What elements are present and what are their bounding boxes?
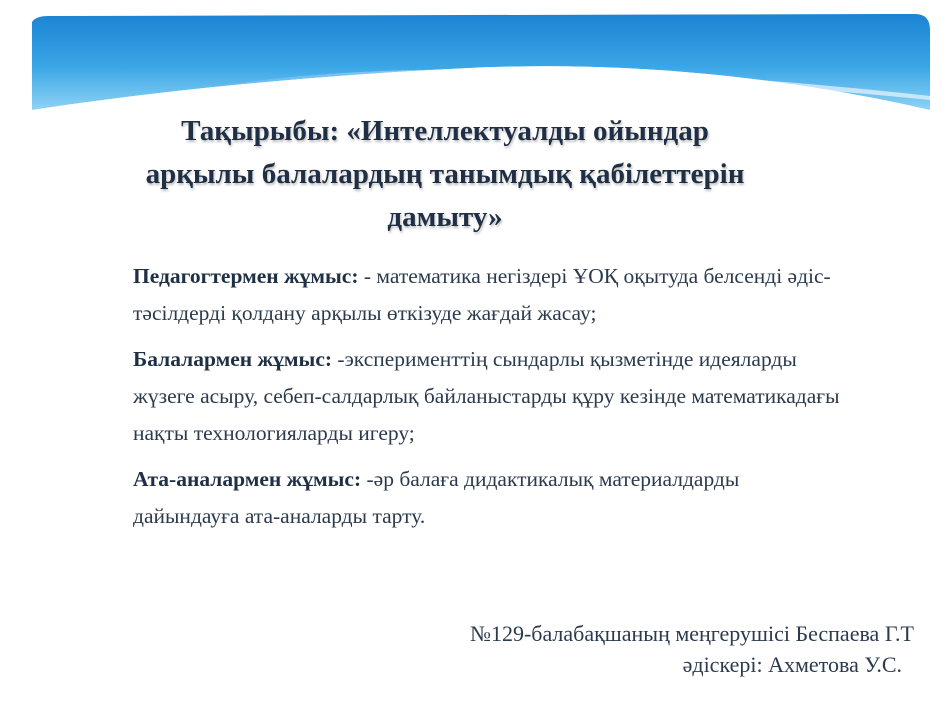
section-parents	[133, 461, 843, 535]
author-credits	[470, 618, 914, 680]
section-label: Ата-аналармен жұмыс:	[133, 467, 362, 491]
page-title	[95, 110, 795, 239]
section-text: - математика негіздері ҰОҚ оқытуда белсенді әдіс-тәсілдерді қолдану арқылы өткізуде жағдай жасау;	[133, 264, 831, 325]
section-children	[133, 341, 843, 452]
section-text: -әр балаға дидактикалық материалдарды дайындауға ата-аналарды тарту.	[133, 467, 740, 528]
section-teachers	[133, 258, 843, 332]
section-label: Балалармен жұмыс:	[133, 347, 333, 371]
author-line: №129-балабақшаның меңгерушісі Беспаева Г.Т	[469, 621, 914, 646]
section-label: Педагогтермен жұмыс:	[133, 264, 359, 288]
section-text: -эксперименттің сындарлы қызметінде идеяларды жүзеге асыру, себеп-салдарлық байланыстарды құру кезінде математикадағы нақты технологияларды игеру;	[133, 347, 840, 445]
title-line: дамыту»	[387, 201, 503, 233]
title-line: Тақырыбы: «Интеллектуалды ойындар	[181, 115, 709, 147]
title-line: арқылы балалардың танымдық қабілеттерін	[145, 158, 745, 190]
methodist-line: әдіскері: Ахметова У.С.	[682, 652, 902, 677]
slide-body	[133, 258, 843, 544]
